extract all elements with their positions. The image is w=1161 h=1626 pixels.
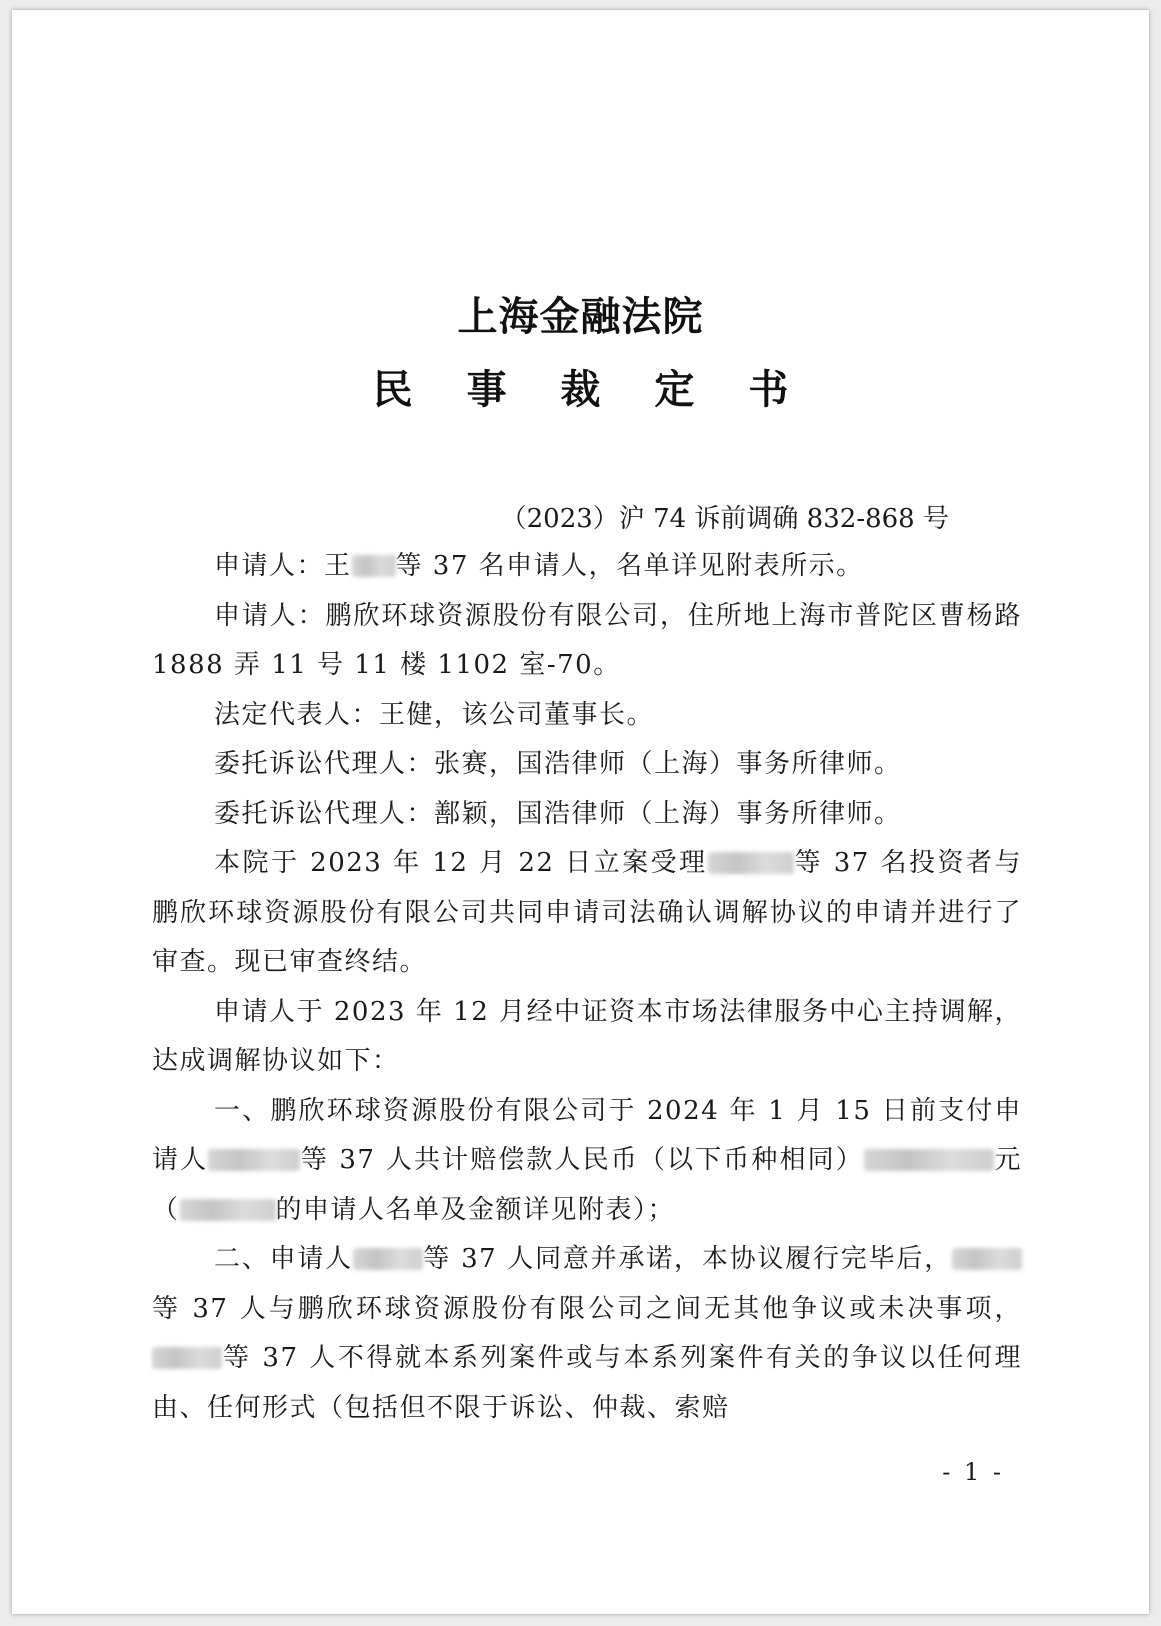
paragraph-applicant-list: 申请人：王 等 37 名申请人，名单详见附表所示。 [214,551,864,581]
document-type-title: 民 事 裁 定 书 [372,366,809,413]
court-name: 上海金融法院 [457,293,704,340]
redacted-name [952,1248,1022,1270]
ruling-body [152,542,1022,1433]
redacted-name [353,1248,423,1270]
redacted-amount [864,1149,994,1171]
case-number: （2023）沪 74 诉前调确 832-868 号 [500,504,949,534]
paragraph-agent-2: 委托诉讼代理人：鄯颖，国浩律师（上海）事务所律师。 [214,798,902,829]
document-page [12,10,1149,1614]
redacted-text [180,1199,276,1221]
paragraph-applicant-company: 申请人：鹏欣环球资源股份有限公司，住所地上海市普陀区曹杨路 1888 弄 11 号 11 楼 1102 室-70。 [152,600,1022,680]
page-number: - 1 - [942,1458,1004,1486]
paragraph-legal-representative: 法定代表人：王健，该公司董事长。 [214,699,655,730]
redacted-name [352,555,396,577]
paragraph-mediation: 申请人于 2023 年 12 月经中证资本市场法律服务中心主持调解，达成调解协议如下： [152,996,1022,1076]
redacted-name [208,1149,300,1171]
paragraph-clause-1: 一、鹏欣环球资源股份有限公司于 2024 年 1 月 15 日前支付申请人 等 37 人共计赔偿款人民币（以下币种相同） 元（ 的申请人名单及金额详见附表）； [152,1095,1022,1225]
paragraph-clause-2: 二、申请人 等 37 人同意并承诺，本协议履行完毕后，等 37 人与鹏欣环球资源股份有限公司之间无其他争议或未决事项，等 37 人不得就本系列案件或与本系列案件有关的争议以任何理由、任何形式（包括但不限于诉讼、仲裁、索赔 [152,1244,1022,1423]
redacted-name [708,852,794,874]
paragraph-filing: 本院于 2023 年 12 月 22 日立案受理 等 37 名投资者与鹏欣环球资源股份有限公司共同申请司法确认调解协议的申请并进行了审查。现已审查终结。 [152,848,1022,977]
redacted-name [152,1347,222,1369]
paragraph-agent-1: 委托诉讼代理人：张赛，国浩律师（上海）事务所律师。 [214,749,902,779]
